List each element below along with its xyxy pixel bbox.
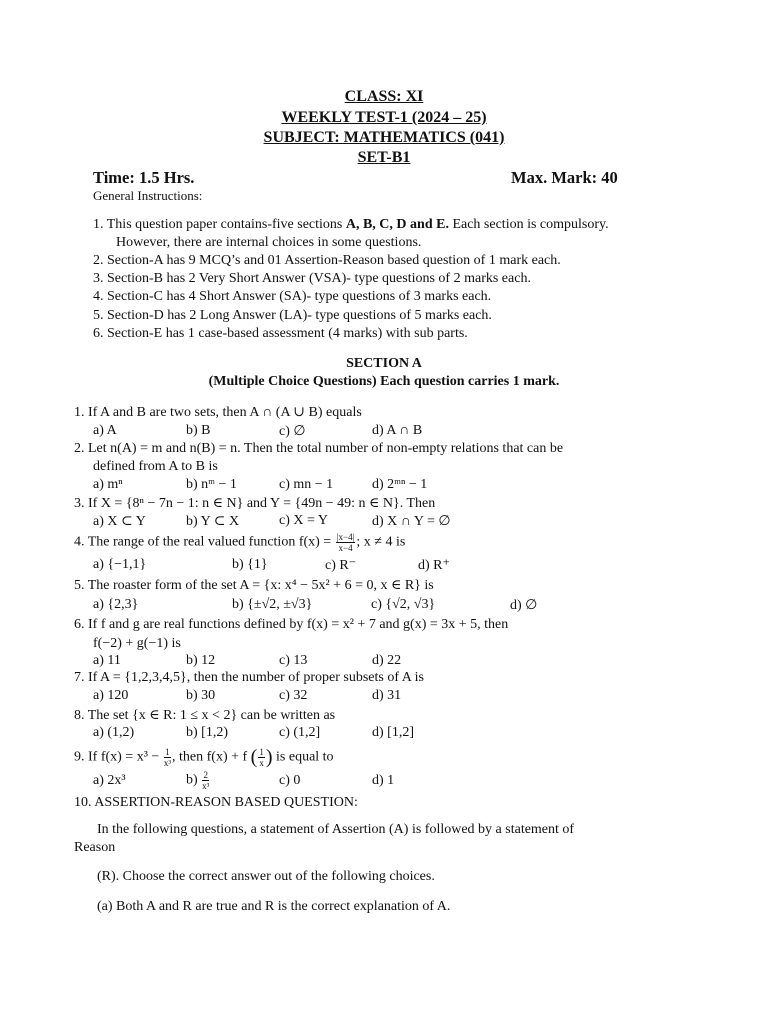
q6-option-d: d) 22: [372, 653, 402, 668]
section-a-title: SECTION A: [346, 356, 422, 371]
instruction-2: 2. Section-A has 9 MCQ’s and 01 Assertion-Reason based question of 1 mark each.: [93, 253, 561, 268]
q4-option-c: c) R⁻: [325, 558, 357, 573]
q3-option-b: b) Y ⊂ X: [186, 514, 240, 529]
q2-option-b: b) nᵐ − 1: [186, 477, 237, 492]
q9-option-b-numerator: 2: [203, 770, 209, 780]
question-3: 3. If X = {8ⁿ − 7n − 1: n ∈ N} and Y = {49n − 49: n ∈ N}. Then: [74, 496, 436, 511]
q8-option-b: b) [1,2): [186, 725, 228, 740]
instruction-6: 6. Section-E has 1 case-based assessment (4 marks) with sub parts.: [93, 326, 468, 341]
q9-text: 9. If f(x) = x³ −: [74, 749, 160, 765]
q9-fraction-1: [164, 747, 171, 768]
q6-option-c: c) 13: [279, 653, 308, 668]
q1-option-a: a) A: [93, 423, 117, 438]
test-heading: WEEKLY TEST-1 (2024 – 25): [281, 109, 487, 126]
q3-option-a: a) X ⊂ Y: [93, 514, 146, 529]
instruction-1-continued: However, there are internal choices in some questions.: [116, 235, 422, 250]
q8-option-c: c) (1,2]: [279, 725, 321, 740]
instruction-1-sections: A, B, C, D and E.: [345, 217, 449, 232]
q9-option-a: a) 2x³: [93, 773, 126, 788]
time-label: Time: 1.5 Hrs.: [93, 168, 195, 187]
q5-option-d: d) ∅: [510, 598, 538, 613]
q9-option-b-fraction: [202, 770, 209, 791]
question-9: [74, 746, 334, 769]
q3-option-d: d) X ∩ Y = ∅: [372, 514, 451, 529]
max-mark-label: Max. Mark: 40: [511, 168, 618, 187]
q2-option-c: c) mn − 1: [279, 477, 334, 492]
q4-text-tail: ; x ≠ 4 is: [356, 534, 406, 550]
q7-option-d: d) 31: [372, 688, 402, 703]
q9-fraction-2-numerator: 1: [259, 747, 264, 757]
q4-fraction: [336, 532, 356, 553]
q7-option-c: c) 32: [279, 688, 308, 703]
q1-option-d: d) A ∩ B: [372, 423, 423, 438]
question-1: 1. If A and B are two sets, then A ∩ (A ∪ B) equals: [74, 405, 362, 420]
assertion-paragraph-1: In the following questions, a statement of Assertion (A) is followed by a statement of: [97, 822, 575, 837]
q6-option-b: b) 12: [186, 653, 216, 668]
q9-option-d: d) 1: [372, 773, 395, 788]
question-2-continued: defined from A to B is: [93, 459, 218, 474]
q9-option-b: [186, 770, 210, 791]
q7-option-a: a) 120: [93, 688, 129, 703]
q9-fraction-1-numerator: 1: [165, 747, 170, 757]
q6-option-a: a) 11: [93, 653, 121, 668]
q1-option-b: b) B: [186, 423, 211, 438]
q9-text-middle: , then f(x) + f: [172, 749, 248, 765]
assertion-reason-heading: 10. ASSERTION-REASON BASED QUESTION:: [74, 795, 358, 810]
q9-text-tail: is equal to: [276, 749, 334, 765]
assertion-option-a: (a) Both A and R are true and R is the correct explanation of A.: [97, 899, 451, 914]
q9-fraction-2-denominator: x: [259, 758, 264, 768]
q5-option-c: c) {√2, √3}: [371, 597, 436, 612]
question-2: 2. Let n(A) = m and n(B) = n. Then the total number of non-empty relations that can be: [74, 441, 564, 456]
assertion-paragraph-2: (R). Choose the correct answer out of the following choices.: [97, 869, 435, 884]
q9-option-c: c) 0: [279, 773, 301, 788]
q2-option-d: d) 2ᵐⁿ − 1: [372, 477, 428, 492]
instruction-4: 4. Section-C has 4 Short Answer (SA)- type questions of 3 marks each.: [93, 289, 492, 304]
question-6: 6. If f and g are real functions defined by f(x) = x² + 7 and g(x) = 3x + 5, then: [74, 617, 509, 632]
q5-option-a: a) {2,3}: [93, 597, 139, 612]
question-4: [74, 532, 405, 553]
instruction-1-text: 1. This question paper contains-five sections: [93, 217, 346, 232]
q1-option-c: c) ∅: [279, 424, 306, 439]
general-instructions-label: General Instructions:: [93, 188, 203, 203]
question-6-continued: f(−2) + g(−1) is: [93, 636, 181, 651]
q9-option-b-denominator: x³: [202, 781, 210, 791]
q4-text: 4. The range of the real valued function f(x) =: [74, 534, 332, 550]
question-7: 7. If A = {1,2,3,4,5}, then the number of proper subsets of A is: [74, 670, 424, 685]
class-heading: CLASS: XI: [344, 88, 424, 105]
q2-option-a: a) mⁿ: [93, 477, 123, 492]
instruction-1: [93, 217, 609, 233]
question-8: 8. The set {x ∈ R: 1 ≤ x < 2} can be written as: [74, 708, 336, 723]
q3-option-c: c) X = Y: [279, 513, 328, 528]
q9-fraction-2: [258, 747, 265, 768]
q4-fraction-numerator: |x−4|: [336, 532, 355, 542]
q4-option-b: b) {1}: [232, 557, 268, 572]
assertion-paragraph-1-continued: Reason: [74, 840, 116, 855]
q9-fraction-1-denominator: x³: [163, 758, 172, 768]
q9-right-paren: ): [265, 746, 273, 768]
section-a-subtitle: (Multiple Choice Questions) Each question carries 1 mark.: [208, 374, 560, 389]
q8-option-a: a) (1,2): [93, 725, 135, 740]
q4-option-d: d) R⁺: [418, 558, 450, 573]
instruction-1-tail: Each section is compulsory.: [448, 217, 609, 232]
instruction-5: 5. Section-D has 2 Long Answer (LA)- type questions of 5 marks each.: [93, 308, 492, 323]
q9-option-b-label: b): [186, 772, 198, 788]
q4-fraction-denominator: x−4: [338, 543, 353, 553]
q7-option-b: b) 30: [186, 688, 216, 703]
q4-option-a: a) {−1,1}: [93, 557, 147, 572]
question-5: 5. The roaster form of the set A = {x: x⁴ − 5x² + 6 = 0, x ∈ R} is: [74, 578, 434, 593]
subject-heading: SUBJECT: MATHEMATICS (041): [263, 129, 505, 146]
set-heading: SET-B1: [357, 149, 411, 166]
q8-option-d: d) [1,2]: [372, 725, 414, 740]
instruction-3: 3. Section-B has 2 Very Short Answer (VSA)- type questions of 2 marks each.: [93, 271, 531, 286]
q9-left-paren: (: [250, 746, 258, 768]
q5-option-b: b) {±√2, ±√3}: [232, 597, 313, 612]
